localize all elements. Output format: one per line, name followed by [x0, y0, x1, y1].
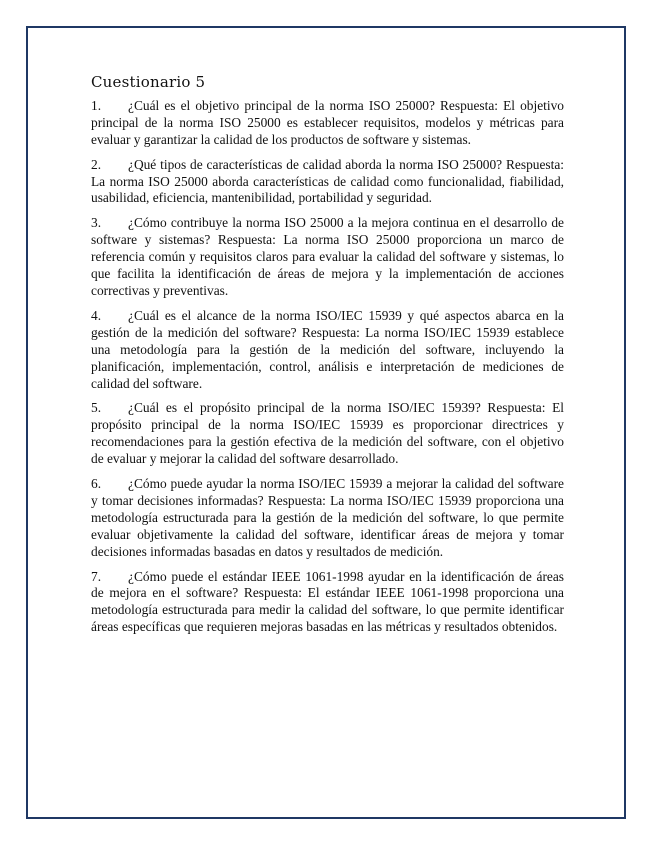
question-6 [91, 476, 564, 561]
question-number: 6. [91, 476, 102, 492]
question-text: ¿Cuál es el propósito principal de la norma ISO/IEC 15939? Respuesta: El propósito principal de la norma ISO/IEC 15939 es proporcionar directrices y recomendaciones para la gestión efectiva de la medición del software, con el objetivo de evaluar y mejorar la calidad del software desarrollado. [91, 400, 564, 467]
question-text: ¿Cuál es el alcance de la norma ISO/IEC 15939 y qué aspectos abarca en la gestión de la medición del software? Respuesta: La norma ISO/IEC 15939 establece una metodología para la gestión de la medición del software, incluyendo la planificación, implementación, control, análisis e interpretación de mediciones de calidad del software. [91, 307, 564, 391]
question-1 [91, 98, 564, 149]
question-5 [91, 400, 564, 468]
document-content [91, 74, 564, 644]
page-title: Cuestionario 5 [91, 73, 206, 91]
question-number: 4. [91, 307, 102, 323]
question-text: ¿Cómo puede el estándar IEEE 1061-1998 ayudar en la identificación de áreas de mejora en el software? Respuesta: El estándar IEEE 1061-1998 proporciona una metodología estructurada para medir la calidad del software, lo que permite identificar áreas específicas que requieren mejoras basadas en las métricas y resultados obtenidos. [91, 568, 564, 635]
question-2 [91, 157, 564, 208]
question-number: 7. [91, 568, 102, 584]
question-text: ¿Qué tipos de características de calidad aborda la norma ISO 25000? Respuesta: La norma ISO 25000 aborda características de calidad como funcionalidad, fiabilidad, usabilidad, eficiencia, mantenibilidad, portabilidad y seguridad. [91, 156, 564, 206]
question-number: 2. [91, 156, 102, 172]
question-text: ¿Cuál es el objetivo principal de la norma ISO 25000? Respuesta: El objetivo principal de la norma ISO 25000 es establecer requisitos, modelos y métricas para evaluar y garantizar la calidad de los productos de software y sistemas. [91, 97, 564, 147]
question-4 [91, 308, 564, 393]
question-text: ¿Cómo puede ayudar la norma ISO/IEC 15939 a mejorar la calidad del software y tomar decisiones informadas? Respuesta: La norma ISO/IEC 15939 proporciona una metodología estructurada para la gestión de la medición del software, lo que permite evaluar objetivamente la calidad del software, identificar áreas de mejora y tomar decisiones informadas basadas en datos y resultados de medición. [91, 476, 564, 559]
question-number: 5. [91, 400, 102, 416]
question-number: 1. [91, 97, 102, 113]
question-text: ¿Cómo contribuye la norma ISO 25000 a la mejora continua en el desarrollo de software y sistemas? Respuesta: La norma ISO 25000 proporciona un marco de referencia común y requisitos claros para evaluar la calidad del software y sistemas, lo que facilita la identificación de áreas de mejora y la implementación de acciones correctivas y preventivas. [91, 215, 564, 298]
question-number: 3. [91, 215, 102, 231]
question-3 [91, 215, 564, 300]
question-7 [91, 569, 564, 637]
